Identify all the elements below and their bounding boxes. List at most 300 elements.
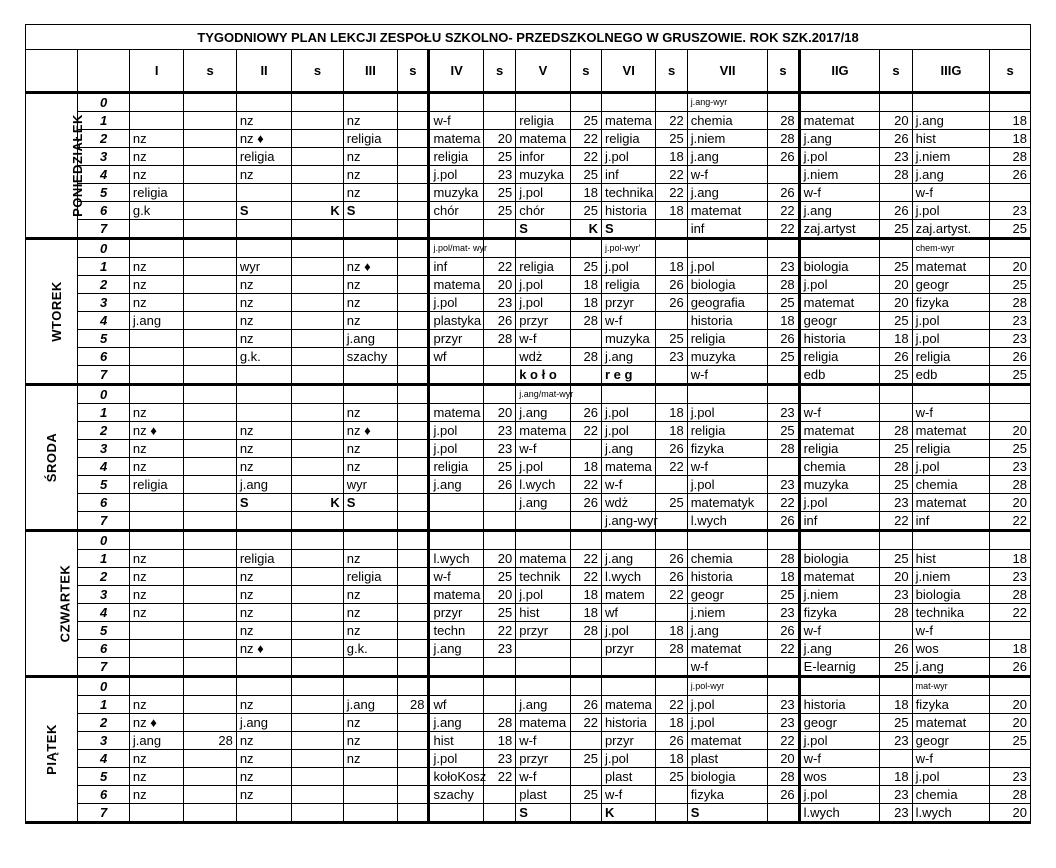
room-cell: 26 (768, 512, 799, 531)
room-cell (184, 804, 236, 823)
room-cell: 26 (483, 476, 515, 494)
room-cell (292, 440, 343, 458)
subject-cell: l.wych (601, 568, 655, 586)
subject-cell: nz (236, 312, 291, 330)
room-cell (292, 366, 343, 385)
room-cell: 26 (483, 312, 515, 330)
room-cell (184, 531, 236, 550)
room-cell (398, 258, 429, 276)
subject-cell: matema (601, 696, 655, 714)
room-cell (768, 366, 799, 385)
room-cell: 23 (880, 494, 912, 512)
room-cell (398, 220, 429, 239)
subject-cell: przyr (516, 312, 570, 330)
subject-cell: wf (429, 348, 483, 366)
room-cell (990, 750, 1031, 768)
room-cell (656, 366, 687, 385)
subject-cell: nz (129, 276, 183, 294)
subject-cell: j.pol (601, 622, 655, 640)
header-class-3g: IIIG (912, 50, 990, 93)
subject-cell: religia (687, 422, 768, 440)
subject-cell: j.ang (687, 622, 768, 640)
lesson-number: 1 (78, 258, 129, 276)
subject-cell: hist (516, 604, 570, 622)
subject-cell (429, 512, 483, 531)
room-cell: 20 (880, 568, 912, 586)
room-cell: 20 (990, 494, 1031, 512)
subject-cell: w-f (601, 786, 655, 804)
room-cell (570, 512, 601, 531)
subject-cell: nz ♦ (343, 422, 397, 440)
subject-cell (912, 531, 990, 550)
room-cell (570, 640, 601, 658)
lesson-number: 2 (78, 422, 129, 440)
subject-cell: nz (236, 112, 291, 130)
lesson-number: 4 (78, 750, 129, 768)
subject-cell (129, 385, 183, 404)
room-cell: 18 (656, 202, 687, 220)
room-cell: 25 (990, 276, 1031, 294)
subject-cell: j.pol (516, 458, 570, 476)
subject-cell: j.ang (601, 440, 655, 458)
subject-cell (799, 531, 880, 550)
room-cell (184, 714, 236, 732)
header-lesson-corner (78, 50, 129, 93)
subject-cell: j.pol (601, 148, 655, 166)
room-cell: 25 (570, 786, 601, 804)
subject-cell: nz (343, 312, 397, 330)
room-cell (398, 732, 429, 750)
subject-cell (429, 494, 483, 512)
room-cell (398, 348, 429, 366)
room-cell (184, 677, 236, 696)
lesson-number: 1 (78, 550, 129, 568)
room-cell: 26 (656, 276, 687, 294)
room-cell (292, 148, 343, 166)
subject-cell (236, 531, 291, 550)
subject-cell: historia (687, 312, 768, 330)
room-cell: 23 (880, 804, 912, 823)
room-cell: 22 (768, 220, 799, 239)
lesson-number: 5 (78, 768, 129, 786)
subject-cell: j.niem (912, 148, 990, 166)
subject-cell: religia (429, 148, 483, 166)
room-cell: 18 (570, 294, 601, 312)
room-cell: 22 (570, 476, 601, 494)
room-cell (292, 166, 343, 184)
room-cell: 25 (656, 130, 687, 148)
room-cell: 20 (990, 422, 1031, 440)
subject-cell: fizyka (687, 440, 768, 458)
room-cell (184, 258, 236, 276)
subject-cell: nz (343, 184, 397, 202)
subject-cell (429, 804, 483, 823)
room-cell (184, 786, 236, 804)
room-cell (990, 184, 1031, 202)
room-cell: 22 (656, 112, 687, 130)
subject-cell: geogr (799, 312, 880, 330)
subject-cell: S (601, 220, 655, 239)
room-cell (184, 366, 236, 385)
subject-cell (799, 239, 880, 258)
subject-cell: religia (236, 148, 291, 166)
room-cell: 20 (990, 714, 1031, 732)
room-cell (292, 348, 343, 366)
lesson-number: 3 (78, 294, 129, 312)
subject-cell: j.ang (236, 476, 291, 494)
subject-cell (343, 366, 397, 385)
subject-cell: inf (912, 512, 990, 531)
table-row (26, 677, 1031, 696)
room-cell: 28 (768, 550, 799, 568)
table-row (26, 476, 1031, 494)
room-cell: 23 (768, 604, 799, 622)
table-row (26, 568, 1031, 586)
subject-cell: hist (429, 732, 483, 750)
subject-cell: j.pol (601, 422, 655, 440)
room-cell (398, 130, 429, 148)
subject-cell (343, 677, 397, 696)
subject-cell: j.ang (343, 696, 397, 714)
room-cell (656, 658, 687, 677)
subject-cell: nz (343, 750, 397, 768)
room-cell (483, 786, 515, 804)
room-cell: 20 (768, 750, 799, 768)
room-cell (398, 494, 429, 512)
room-cell: 22 (768, 732, 799, 750)
subject-cell: j.pol-wyr' (601, 239, 655, 258)
subject-cell (516, 658, 570, 677)
room-cell (880, 677, 912, 696)
subject-cell: historia (687, 568, 768, 586)
room-cell (184, 348, 236, 366)
room-cell (398, 677, 429, 696)
room-cell (292, 586, 343, 604)
subject-cell: matemat (687, 202, 768, 220)
room-cell (292, 622, 343, 640)
subject-cell: l.wych (799, 804, 880, 823)
subject-cell: nz (236, 622, 291, 640)
room-cell: 25 (656, 330, 687, 348)
subject-cell (516, 93, 570, 112)
room-cell: 25 (768, 422, 799, 440)
subject-cell: nz (343, 586, 397, 604)
subject-cell (799, 93, 880, 112)
subject-cell (343, 220, 397, 239)
room-cell (184, 148, 236, 166)
header-room-2: s (292, 50, 343, 93)
subject-cell: nz (129, 750, 183, 768)
subject-cell (129, 239, 183, 258)
table-row (26, 531, 1031, 550)
subject-cell: g.k (129, 202, 183, 220)
room-cell: 22 (768, 494, 799, 512)
subject-cell: j.ang (429, 640, 483, 658)
subject-cell: j.ang (799, 202, 880, 220)
room-cell (483, 239, 515, 258)
room-cell (768, 677, 799, 696)
subject-cell: j.pol (799, 276, 880, 294)
subject-cell (343, 512, 397, 531)
header-room-5: s (570, 50, 601, 93)
subject-cell: S (516, 804, 570, 823)
lesson-number: 4 (78, 166, 129, 184)
subject-cell (601, 531, 655, 550)
day-cell (26, 531, 78, 677)
subject-cell: l.wych (687, 512, 768, 531)
room-cell (184, 586, 236, 604)
room-cell (880, 404, 912, 422)
subject-cell: nz (129, 148, 183, 166)
subject-cell: religia (236, 550, 291, 568)
subject-cell: r e g (601, 366, 655, 385)
room-cell: 23 (768, 714, 799, 732)
room-cell: 26 (768, 184, 799, 202)
room-cell: 25 (570, 112, 601, 130)
subject-cell: j.pol (429, 422, 483, 440)
room-cell (570, 93, 601, 112)
room-cell (292, 112, 343, 130)
room-cell (483, 366, 515, 385)
room-cell (656, 239, 687, 258)
subject-cell: j.ang/mat-wyr (516, 385, 570, 404)
subject-cell: w-f (687, 166, 768, 184)
room-cell: 20 (483, 130, 515, 148)
room-cell: 28 (880, 166, 912, 184)
subject-cell: przyr (516, 622, 570, 640)
room-cell: 22 (656, 586, 687, 604)
subject-cell: religia (129, 184, 183, 202)
subject-cell: j.pol (687, 404, 768, 422)
subject-cell: przyr (429, 330, 483, 348)
table-row (26, 330, 1031, 348)
header-class-6: VI (601, 50, 655, 93)
room-cell: 22 (990, 512, 1031, 531)
room-cell (656, 786, 687, 804)
lesson-number: 0 (78, 93, 129, 112)
room-cell (398, 568, 429, 586)
room-cell (483, 112, 515, 130)
room-cell (880, 239, 912, 258)
room-cell: 28 (398, 696, 429, 714)
subject-cell: techn (429, 622, 483, 640)
day-cell (26, 93, 85, 239)
lesson-number: 6 (78, 786, 129, 804)
table-row (26, 622, 1031, 640)
subject-cell (601, 677, 655, 696)
subject-cell (601, 93, 655, 112)
subject-cell: nz (236, 294, 291, 312)
subject-cell: j.ang (799, 130, 880, 148)
room-cell (880, 622, 912, 640)
room-cell: 25 (570, 258, 601, 276)
subject-cell: chór (429, 202, 483, 220)
room-cell (184, 422, 236, 440)
room-cell (398, 312, 429, 330)
table-row (26, 586, 1031, 604)
subject-cell (129, 348, 183, 366)
subject-cell: matema (429, 586, 483, 604)
room-cell (398, 622, 429, 640)
subject-cell: matemat (912, 258, 990, 276)
subject-cell: historia (601, 714, 655, 732)
room-cell: 20 (990, 696, 1031, 714)
subject-cell: religia (516, 258, 570, 276)
subject-cell: wdż (516, 348, 570, 366)
room-cell (398, 330, 429, 348)
room-cell (184, 568, 236, 586)
room-cell (398, 531, 429, 550)
subject-cell: geografia (687, 294, 768, 312)
room-cell (184, 512, 236, 531)
room-cell (292, 640, 343, 658)
room-cell (656, 220, 687, 239)
room-cell: 20 (483, 276, 515, 294)
room-cell (483, 93, 515, 112)
room-cell (184, 658, 236, 677)
table-row (26, 440, 1031, 458)
room-cell: 26 (656, 732, 687, 750)
subject-cell: chemia (799, 458, 880, 476)
subject-cell: edb (912, 366, 990, 385)
room-cell: 18 (990, 550, 1031, 568)
lesson-number: 2 (78, 714, 129, 732)
table-row (26, 184, 1031, 202)
room-cell (880, 531, 912, 550)
room-cell: 18 (656, 422, 687, 440)
room-cell: 26 (570, 404, 601, 422)
room-cell (768, 531, 799, 550)
room-cell: 26 (768, 148, 799, 166)
room-cell (292, 550, 343, 568)
room-cell (990, 531, 1031, 550)
room-cell (184, 220, 236, 239)
room-cell (398, 768, 429, 786)
room-cell: 25 (880, 220, 912, 239)
room-cell (656, 804, 687, 823)
lesson-number: 1 (78, 696, 129, 714)
subject-cell: inf (429, 258, 483, 276)
room-cell: 23 (768, 696, 799, 714)
room-cell: 28 (990, 586, 1031, 604)
subject-cell (429, 385, 483, 404)
lesson-number: 6 (78, 348, 129, 366)
subject-cell: nz (236, 568, 291, 586)
room-cell (184, 330, 236, 348)
room-cell (398, 804, 429, 823)
room-cell (184, 166, 236, 184)
room-cell: 26 (768, 622, 799, 640)
room-cell (398, 276, 429, 294)
room-cell: 28 (990, 148, 1031, 166)
subject-cell: religia (687, 330, 768, 348)
room-cell (184, 239, 236, 258)
table-row (26, 258, 1031, 276)
subject-cell: nz (129, 404, 183, 422)
header-room-6: s (656, 50, 687, 93)
room-cell (398, 385, 429, 404)
subject-cell: biologia (912, 586, 990, 604)
room-cell: 28 (768, 440, 799, 458)
room-cell (990, 239, 1031, 258)
subject-cell: wyr (236, 258, 291, 276)
subject-cell (129, 512, 183, 531)
header-class-7: VII (687, 50, 768, 93)
subject-cell: nz (129, 458, 183, 476)
table-row (26, 239, 1031, 258)
room-cell: 28 (768, 768, 799, 786)
room-cell (184, 604, 236, 622)
room-cell: 26 (990, 348, 1031, 366)
room-cell (184, 750, 236, 768)
subject-cell: j.ang (129, 732, 183, 750)
lesson-number: 0 (78, 677, 129, 696)
room-cell (990, 677, 1031, 696)
table-row (26, 148, 1031, 166)
subject-cell: chemia (912, 786, 990, 804)
day-label: PIĄTEK (44, 724, 60, 775)
room-cell (656, 476, 687, 494)
subject-cell: j.pol (912, 330, 990, 348)
room-cell (483, 348, 515, 366)
subject-cell: matema (601, 458, 655, 476)
subject-cell: j.ang (799, 640, 880, 658)
subject-cell: j.ang (516, 696, 570, 714)
subject-cell: nz (343, 458, 397, 476)
room-cell: 25 (483, 568, 515, 586)
subject-cell: technika (912, 604, 990, 622)
header-room-7: s (768, 50, 799, 93)
subject-cell: w-f (912, 750, 990, 768)
room-cell (656, 93, 687, 112)
subject-cell (601, 385, 655, 404)
subject-cell: religia (601, 276, 655, 294)
subject-cell: j.pol (601, 258, 655, 276)
lesson-number: 4 (78, 312, 129, 330)
subject-cell (236, 658, 291, 677)
subject-cell: nz ♦ (236, 130, 291, 148)
subject-cell: w-f (516, 440, 570, 458)
subject-cell: nz (129, 166, 183, 184)
room-cell (570, 239, 601, 258)
subject-cell: j.ang (516, 404, 570, 422)
subject-cell (129, 494, 183, 512)
room-cell: 25 (656, 768, 687, 786)
subject-cell (687, 385, 768, 404)
room-cell (184, 476, 236, 494)
subject-cell (429, 658, 483, 677)
room-cell: 26 (880, 348, 912, 366)
room-cell (990, 385, 1031, 404)
header-class-2g: IIG (799, 50, 880, 93)
subject-cell: chemia (687, 112, 768, 130)
table-row (26, 750, 1031, 768)
subject-cell: nz (129, 550, 183, 568)
room-cell: 25 (483, 148, 515, 166)
room-cell: 25 (880, 714, 912, 732)
subject-cell: infor (516, 148, 570, 166)
room-cell: 23 (483, 294, 515, 312)
subject-cell: nz (236, 586, 291, 604)
table-row (26, 422, 1031, 440)
subject-cell: nz (236, 696, 291, 714)
room-cell (398, 294, 429, 312)
room-cell (292, 568, 343, 586)
lesson-number: 7 (78, 512, 129, 531)
subject-cell: wdż (601, 494, 655, 512)
subject-cell: muzyka (799, 476, 880, 494)
subject-cell: matema (429, 276, 483, 294)
